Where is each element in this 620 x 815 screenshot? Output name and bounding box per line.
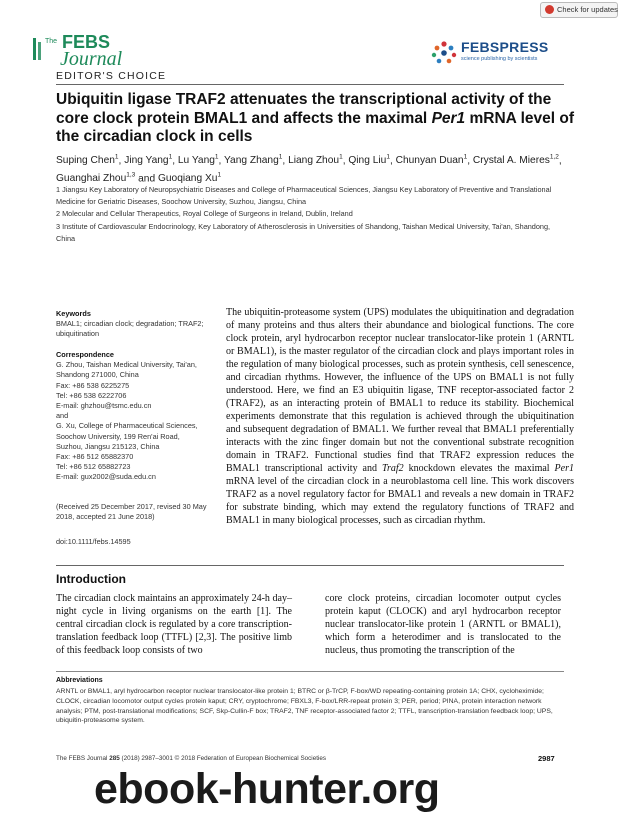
abbreviations-heading: Abbreviations — [56, 677, 103, 684]
check-updates-icon — [545, 5, 554, 14]
author-affiliation-marker: 1 — [339, 154, 343, 161]
correspondence-line: Soochow University, 199 Ren'ai Road, — [56, 431, 180, 441]
febs-press-logo — [430, 40, 590, 70]
author-affiliation-marker: 1,3 — [126, 171, 136, 179]
author-affiliation-marker: 1 — [217, 171, 222, 179]
footer-volume: 285 — [109, 755, 120, 762]
author-affiliation-marker: 1,2 — [549, 154, 559, 161]
author-affiliation-marker: 1 — [386, 154, 390, 161]
press-name: FEBSPRESS — [461, 39, 549, 55]
author-name: Guanghai Zhou$^{1,3}$ — [56, 171, 136, 185]
author-affiliation-marker: 1 — [168, 154, 173, 161]
correspondence-line: Shandong 271000, China — [56, 370, 139, 380]
logo-the: The — [45, 38, 58, 45]
affiliation-3: 3 Institute of Cardiovascular Endocrinology, Key Laboratory of Atherosclerosis in Universities of Shandong, Taishan Medical University, Tai'an, Shandong, China — [56, 222, 551, 243]
abbreviations-text: ARNTL or BMAL1, aryl hydrocarbon receptor nuclear translocator-like protein 1; BTRC or β-TrCP, F-box/WD repeating-containing protein 1A; CHX, cycloheximide; CLOCK, circadian locomotor output cycles protein kaput; CRY, cryptochrome; FBXL3, F-box/LRR-repeat protein 3; PER, period; PINA, protein interaction network analysis; PTM, post-translational modifications; SCF, Skp-Cullin-F box; TRAF2, TNF receptor-associated factor 2; TTFL, transcription-translation feedback loop; UPS, ubiquitin-proteasome system. — [56, 688, 553, 725]
abstract-part-3: mRNA level of the circadian clock in a neuroblastoma cell line. This work discovers TRAF2 as a novel regulatory factor for BMAL1 and reveals a new domain in TRAF2 for substrate binding, which may extend the regulatory functions of TRAF2 and BMAL1 in many biological processes, such as circadian rhythm. — [226, 476, 574, 526]
abstract-traf2-italic: Traf2 — [381, 463, 404, 474]
abbreviations-divider — [56, 671, 564, 672]
molecule-dots-icon — [430, 40, 458, 66]
correspondence-line: G. Xu, College of Pharmaceutical Sciences, — [56, 421, 198, 431]
author-affiliation-marker: 1 — [463, 154, 468, 161]
footer-journal: The FEBS Journal — [56, 755, 110, 762]
correspondence-line: G. Zhou, Taishan Medical University, Tai'an, — [56, 360, 197, 370]
author-list: Suping Chen$^1$, Jing Yang$^1$, Lu Yang$^1$, Yang Zhang$^1$, Liang Zhou$^1$, Qing Liu$^1$, Chunyan Duan$^1$, Crystal A. Mieres$^{1,2}$, Guanghai Zhou$^{1,3}$ and Guoqiang Xu$^1$ — [56, 154, 562, 185]
page-number: 2987 — [538, 754, 555, 763]
author-name: Guoqiang Xu$^1$ — [157, 171, 222, 185]
keywords-heading: Keywords — [56, 309, 91, 318]
watermark: ebook-hunter.org — [94, 765, 440, 813]
introduction-column-2: core clock proteins, circadian locomoter output cycles protein kaput (CLOCK) and aryl hydrocarbon receptor nuclear translocator-like protein 1 (ARNTL or BMAL1), which form a heterodimer and is translocated to the nucleus, thus promoting the transcription of the — [325, 593, 561, 657]
author-name: Qing Liu$^1$ — [348, 154, 390, 167]
febs-journal-logo — [30, 34, 150, 70]
received-dates: (Received 25 December 2017, revised 30 May 2018, accepted 21 June 2018) — [56, 502, 207, 522]
correspondence-line: Suzhou, Jiangsu 215123, China — [56, 441, 160, 451]
section-divider — [56, 565, 564, 566]
correspondence-block — [56, 350, 216, 483]
abstract-part-1: The ubiquitin-proteasome system (UPS) modulates the ubiquitination and degradation of many proteins and thus alters their abundance and biological functions. The core clock protein, aryl hydrocarbon receptor nuclear translocator-like protein 1 (ARNTL or BMAL1), is the master regulator of the circadian clock and plays important roles in the regulation of many biological processes, such as protein synthesis, cell senescence, and circadian rhythms. However, the influence of the UPS on BMAL1 is not fully understood. Here, we find an E3 ubiquitin ligase, TNF receptor-associated factor 2 (TRAF2), as an interacting protein of BMAL1 to reduce its stability. Biochemical experiments demonstrate that this regulation is achieved through the ubiquitination and subsequent degradation of BMAL1. We further reveal that BMAL1 preferentially interacts with the zinc finger domain but not the conventional substrate recognition domain in TRAF2. Functional studies find that TRAF2 expression reduces the BMAL1 transcriptional activity and — [226, 307, 574, 474]
footer-pages: (2018) 2987–3001 © 2018 Federation of European Biochemical Societies — [119, 755, 326, 762]
correspondence-heading: Correspondence — [56, 350, 114, 359]
affiliation-1: 1 Jiangsu Key Laboratory of Neuropsychiatric Diseases and College of Pharmaceutical Sciences, Jiangsu Key Laboratory of Preventive and Translational Medicine for Geriatric Diseases, Soochow University, Suzhou, Jiangsu, China — [56, 185, 552, 206]
author-name: Chunyan Duan$^1$ — [395, 154, 468, 167]
author-name: Yang Zhang$^1$ — [224, 154, 283, 167]
author-name: Liang Zhou$^1$ — [288, 154, 343, 167]
author-affiliation-marker: 1 — [278, 154, 283, 161]
correspondence-line: Tel: +86 538 6222706 — [56, 390, 127, 400]
footer-citation — [56, 755, 326, 762]
abstract-part-2: knockdown elevates the maximal — [403, 463, 555, 474]
keywords-text: BMAL1; circadian clock; degradation; TRAF2; ubiquitination — [56, 319, 204, 339]
logo-journal: Journal — [60, 48, 123, 70]
correspondence-lines — [56, 360, 216, 482]
author-affiliation-marker: 1 — [214, 154, 219, 161]
author-name: Lu Yang$^1$ — [177, 154, 219, 167]
keywords-block — [56, 309, 216, 340]
correspondence-line: Tel: +86 512 65882723 — [56, 462, 131, 472]
introduction-heading: Introduction — [56, 572, 126, 586]
logo-febs: FEBS — [62, 32, 111, 52]
abstract — [226, 306, 574, 527]
editors-choice-label: EDITOR'S CHOICE — [56, 70, 167, 82]
doi[interactable]: doi:10.1111/febs.14595 — [56, 537, 131, 546]
author-name: Suping Chen$^1$ — [56, 154, 119, 167]
author-affiliation-marker: 1 — [114, 154, 119, 161]
press-tagline: science publishing by scientists — [461, 56, 538, 62]
article-title: Ubiquitin ligase TRAF2 attenuates the transcriptional activity of the core clock protein BMAL1 and affects the maximal Per1 mRNA level of the circadian clock in cells — [56, 91, 574, 145]
author-name: Jing Yang$^1$ — [124, 154, 173, 167]
author-name: Crystal A. Mieres$^{1,2}$ — [472, 154, 559, 167]
correspondence-line[interactable]: E-mail: gux2002@suda.edu.cn — [56, 472, 156, 482]
check-for-updates-button[interactable] — [540, 2, 618, 18]
introduction-column-1: The circadian clock maintains an approximately 24-h day–night cycle in living organisms on the earth [1]. The central circadian clock is regulated by a core transcription-translation feedback loop (TTFL) [2,3]. The positive limb of this feedback loop consists of two — [56, 593, 292, 657]
abstract-per1-italic: Per1 — [554, 463, 574, 474]
header-divider — [56, 84, 564, 85]
correspondence-line: Fax: +86 512 65882370 — [56, 452, 134, 462]
correspondence-line: Fax: +86 538 6225275 — [56, 380, 130, 390]
correspondence-line: and — [56, 411, 69, 421]
correspondence-line[interactable]: E-mail: ghzhou@tsmc.edu.cn — [56, 401, 152, 411]
check-updates-label: Check for updates — [557, 5, 618, 14]
affiliation-2: 2 Molecular and Cellular Therapeutics, Royal College of Surgeons in Ireland, Dublin, Ireland — [56, 209, 353, 218]
